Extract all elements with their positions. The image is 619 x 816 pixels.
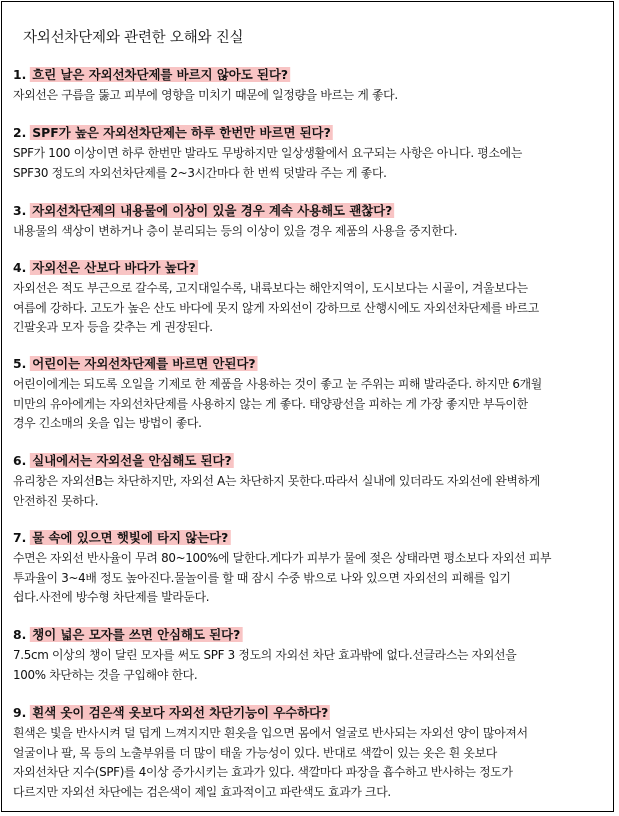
answer: [13, 472, 613, 511]
document-frame: [1, 1, 614, 812]
answer-line: 긴팔옷과 모자 등을 갖추는 게 권장된다.: [13, 320, 213, 334]
answer-line: 여름에 강하다. 고도가 높은 산도 바다에 못지 않게 자외선이 강하므로 산행시에도 자외선차단제를 바르고: [13, 300, 539, 315]
question-text: 자외선은 산보다 바다가 높다?: [32, 260, 196, 275]
question-number: 6.: [13, 453, 27, 468]
question-text: 챙이 넓은 모자를 쓰면 안심해도 된다?: [32, 627, 241, 642]
question: [13, 355, 607, 373]
answer-line: 자외선은 구름을 뚫고 피부에 영향을 미치기 때문에 일정량을 바르는 게 좋다.: [13, 88, 398, 102]
question-number: 2.: [13, 125, 27, 140]
question-number: 8.: [13, 627, 27, 642]
faq-item-6: [13, 452, 613, 511]
question-number: 5.: [13, 356, 27, 371]
faq-item-2: [13, 124, 613, 183]
answer-line: SPF30 정도의 자외선차단제를 2~3시간마다 한 번씩 덧발라 주는 게 좋다.: [13, 165, 387, 180]
answer: [13, 549, 613, 608]
answer: [13, 144, 613, 183]
answer: [13, 279, 613, 338]
question-text: 어린이는 자외선차단제를 바르면 안된다?: [32, 356, 256, 371]
answer-line: 안전하진 못하다.: [13, 493, 99, 508]
question-text: SPF가 높은 자외선차단제는 하루 한번만 바르면 된다?: [32, 125, 331, 140]
question: [13, 124, 607, 142]
question: [13, 529, 607, 547]
question-number: 7.: [13, 530, 27, 545]
answer: [13, 86, 613, 106]
faq-item-5: [13, 355, 613, 434]
question: [13, 259, 607, 277]
question: [13, 626, 607, 644]
question-text: 흰색 옷이 검은색 옷보다 자외선 차단기능이 우수하다?: [32, 705, 329, 720]
question-number: 9.: [13, 705, 27, 720]
answer-line: 쉽다.사전에 방수형 차단제를 발라둔다.: [13, 590, 210, 604]
question-number: 4.: [13, 260, 27, 275]
answer: [13, 646, 613, 685]
faq-item-4: [13, 259, 613, 338]
answer-line: 어린이에게는 되도록 오일을 기제로 한 제품을 사용하는 것이 좋고 눈 주위는 피해 발라준다. 하지만 6개월: [13, 377, 542, 391]
question-text: 흐린 날은 자외선차단제를 바르지 않아도 된다?: [32, 67, 289, 82]
answer-line: 수면은 자외선 반사율이 무려 80~100%에 달한다.게다가 피부가 물에 젖은 상태라면 평소보다 자외선 피부: [13, 551, 552, 565]
answer-line: 100% 차단하는 것을 구입해야 한다.: [13, 667, 198, 682]
question-text: 실내에서는 자외선을 안심해도 된다?: [32, 453, 232, 468]
question: [13, 202, 607, 220]
question: [13, 66, 607, 84]
question-text: 자외선차단제의 내용물에 이상이 있을 경우 계속 사용해도 괜찮다?: [32, 203, 393, 218]
answer-line: SPF가 100 이상이면 하루 한번만 발라도 무방하지만 일상생활에서 요구되는 사항은 아니다. 평소에는: [13, 146, 522, 160]
answer-line: 내용물의 색상이 변하거나 층이 분리되는 등의 이상이 있을 경우 제품의 사용을 중지한다.: [13, 224, 458, 238]
answer-line: 자외선은 적도 부근으로 갈수록, 고지대일수록, 내륙보다는 해안지역이, 도시보다는 시골이, 겨울보다는: [13, 281, 528, 295]
answer-line: 투과율이 3~4배 정도 높아진다.물놀이를 할 때 잠시 수중 밖으로 나와 있으면 자외선의 피해를 입기: [13, 570, 511, 585]
document-title: 자외선차단제와 관련한 오해와 진실: [23, 30, 244, 46]
answer-line: 미만의 유아에게는 자외선차단제를 사용하지 않는 게 좋다. 태양광선을 피하는 게 가장 좋지만 부득이한: [13, 396, 528, 411]
faq-item-9: [13, 704, 613, 802]
answer-line: 유리창은 자외선B는 차단하지만, 자외선 A는 차단하지 못한다.따라서 실내에 있더라도 자외선에 완벽하게: [13, 474, 540, 488]
question: [13, 704, 607, 722]
answer-line: 흰색은 빛을 반사시켜 덜 덥게 느껴지지만 흰옷을 입으면 몸에서 얼굴로 반사되는 자외선 양이 많아져서: [13, 726, 528, 740]
answer-line: 다르지만 자외선 차단에는 검은색이 제일 효과적이고 파란색도 효과가 크다.: [13, 784, 391, 799]
answer-line: 자외선차단 지수(SPF)를 4이상 증가시키는 효과가 있다. 색깔마다 파장을 흡수하고 반사하는 정도가: [13, 765, 513, 779]
faq-item-7: [13, 529, 613, 608]
question: [13, 452, 607, 470]
faq-item-1: [13, 66, 613, 106]
answer: [13, 724, 613, 802]
question-number: 1.: [13, 67, 27, 82]
question-number: 3.: [13, 203, 27, 218]
answer-line: 7.5cm 이상의 챙이 달린 모자를 써도 SPF 3 정도의 자외선 차단 효과밖에 없다.선글라스는 자외선을: [13, 648, 517, 662]
answer: [13, 375, 613, 434]
question-text: 물 속에 있으면 햇빛에 타지 않는다?: [32, 530, 229, 545]
answer-line: 얼굴이나 팔, 목 등의 노출부위를 더 많이 태울 가능성이 있다. 반대로 색깔이 있는 옷은 흰 옷보다: [13, 745, 497, 760]
faq-item-3: [13, 202, 613, 242]
answer: [13, 222, 613, 242]
answer-line: 경우 긴소매의 옷을 입는 방법이 좋다.: [13, 416, 202, 430]
faq-item-8: [13, 626, 613, 685]
